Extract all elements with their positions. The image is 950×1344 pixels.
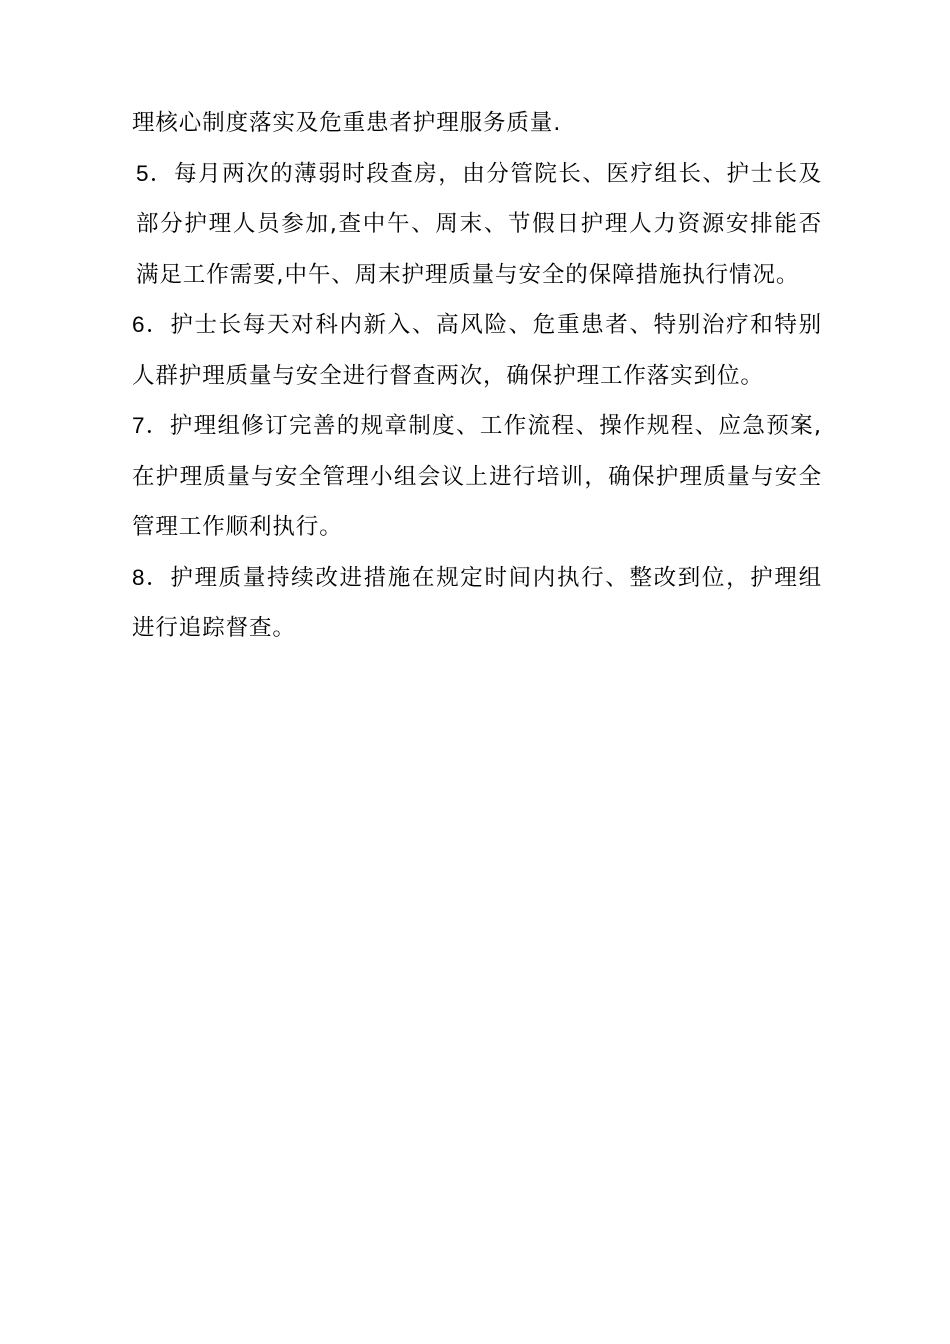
paragraph-text: 理核心制度落实及危重患者护理服务质量. xyxy=(132,110,562,136)
document-body xyxy=(132,98,822,654)
paragraph-item-5 xyxy=(132,149,822,301)
paragraph-text: 护理组修订完善的规章制度、工作流程、操作规程、应急预案,在护理质量与安全管理小组会议上进行培训，确保护理质量与安全管理工作顺利执行。 xyxy=(132,413,822,540)
paragraph-item-8 xyxy=(132,553,822,654)
paragraph-number: 8． xyxy=(132,564,171,590)
paragraph-item-7 xyxy=(132,401,822,553)
paragraph-text: 护士长每天对科内新入、高风险、危重患者、特别治疗和特别人群护理质量与安全进行督查两次，确保护理工作落实到位。 xyxy=(132,312,822,389)
paragraph-number: 6． xyxy=(132,312,171,337)
paragraph-text: 每月两次的薄弱时段查房，由分管院长、医疗组长、护士长及部分护理人员参加,查中午、周末、节假日护理人力资源安排能否满足工作需要,中午、周末护理质量与安全的保障措施执行情况。 xyxy=(136,160,822,288)
paragraph-number: 5． xyxy=(136,160,175,186)
paragraph-continuation xyxy=(132,98,822,149)
paragraph-item-6 xyxy=(132,300,822,401)
paragraph-text: 护理质量持续改进措施在规定时间内执行、整改到位，护理组进行追踪督查。 xyxy=(132,564,822,641)
paragraph-number: 7． xyxy=(132,413,170,438)
